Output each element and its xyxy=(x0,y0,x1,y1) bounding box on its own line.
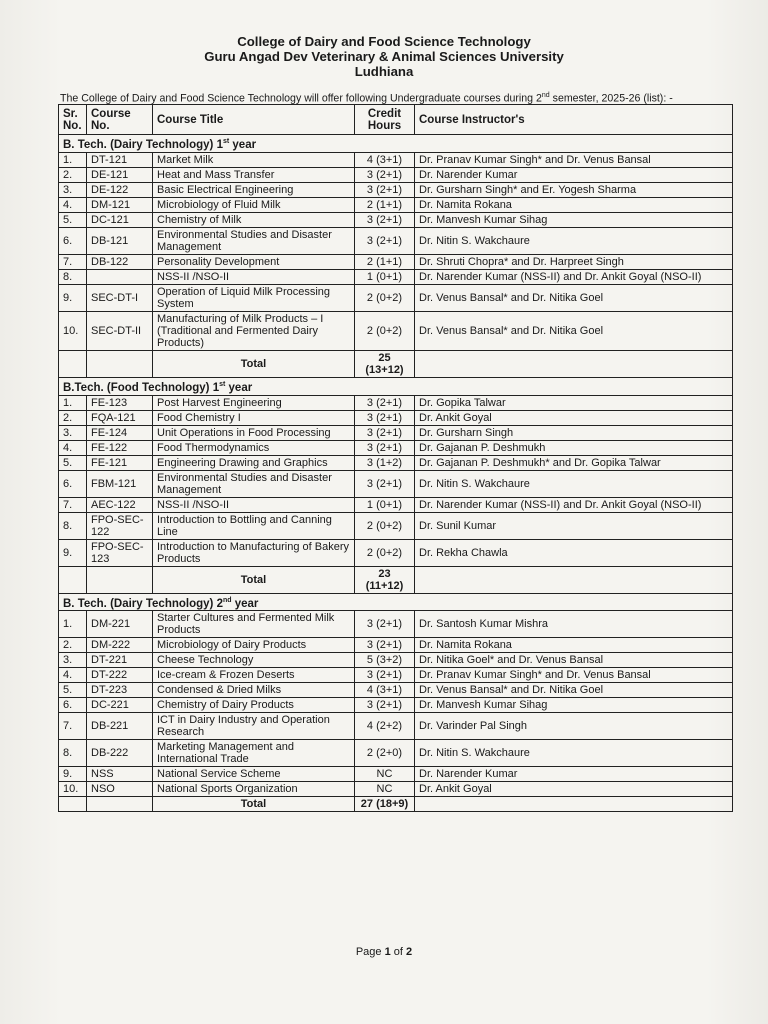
section-title-sup: st xyxy=(222,138,230,145)
row-instructor: Dr. Venus Bansal* and Dr. Nitika Goel xyxy=(415,311,733,350)
row-course-no: DC-121 xyxy=(87,212,153,227)
row-course-title: National Sports Organization xyxy=(153,782,355,797)
row-credit-hours: NC xyxy=(355,782,415,797)
row-course-no: DB-222 xyxy=(87,740,153,767)
table-row xyxy=(59,227,733,254)
section-title xyxy=(59,135,733,153)
table-row xyxy=(59,740,733,767)
total-label: Total xyxy=(153,566,355,593)
row-instructor: Dr. Ankit Goyal xyxy=(415,782,733,797)
row-sr-no: 6. xyxy=(59,227,87,254)
row-credit-hours: 3 (2+1) xyxy=(355,611,415,638)
row-course-title: Heat and Mass Transfer xyxy=(153,167,355,182)
row-course-no: FE-122 xyxy=(87,440,153,455)
table-row xyxy=(59,497,733,512)
total-credit-value: 25 (13+12) xyxy=(355,350,415,377)
total-blank xyxy=(87,350,153,377)
table-body xyxy=(59,135,733,812)
row-course-no: NSS xyxy=(87,767,153,782)
row-credit-hours: 3 (2+1) xyxy=(355,425,415,440)
row-instructor: Dr. Narender Kumar (NSS-II) and Dr. Ankit Goyal (NSO-II) xyxy=(415,269,733,284)
section-header-row xyxy=(59,135,733,153)
row-course-no: DM-221 xyxy=(87,611,153,638)
row-sr-no: 9. xyxy=(59,284,87,311)
total-row xyxy=(59,566,733,593)
row-course-title: NSS-II /NSO-II xyxy=(153,497,355,512)
row-credit-hours: 4 (3+1) xyxy=(355,152,415,167)
row-course-title: Food Thermodynamics xyxy=(153,440,355,455)
table-row xyxy=(59,152,733,167)
row-credit-hours: 2 (2+0) xyxy=(355,740,415,767)
row-course-title: Introduction to Manufacturing of Bakery Products xyxy=(153,539,355,566)
section-title xyxy=(59,593,733,611)
table-row xyxy=(59,284,733,311)
row-credit-hours: 3 (2+1) xyxy=(355,638,415,653)
row-credit-hours: 3 (2+1) xyxy=(355,668,415,683)
row-instructor: Dr. Nitika Goel* and Dr. Venus Bansal xyxy=(415,653,733,668)
table-row xyxy=(59,395,733,410)
row-credit-hours: 1 (0+1) xyxy=(355,497,415,512)
page-label: Page xyxy=(355,946,385,958)
total-blank xyxy=(415,566,733,593)
row-course-no: DB-122 xyxy=(87,254,153,269)
row-sr-no: 10. xyxy=(59,311,87,350)
row-course-title: Microbiology of Fluid Milk xyxy=(153,197,355,212)
row-credit-hours: 4 (3+1) xyxy=(355,683,415,698)
total-credit-value: 27 (18+9) xyxy=(355,797,415,812)
row-course-no: FBM-121 xyxy=(87,470,153,497)
row-sr-no: 3. xyxy=(59,425,87,440)
row-sr-no: 2. xyxy=(59,167,87,182)
total-blank xyxy=(87,566,153,593)
row-course-title: Basic Electrical Engineering xyxy=(153,182,355,197)
row-course-title: Chemistry of Dairy Products xyxy=(153,698,355,713)
row-course-no: DB-221 xyxy=(87,713,153,740)
intro-text-main: The College of Dairy and Food Science Technology will offer following Undergraduate courses during 2 xyxy=(60,92,542,105)
table-row xyxy=(59,683,733,698)
row-course-no: DE-121 xyxy=(87,167,153,182)
row-sr-no: 5. xyxy=(59,455,87,470)
university-name: Guru Angad Dev Veterinary & Animal Sciences University xyxy=(204,49,564,64)
row-sr-no: 2. xyxy=(59,638,87,653)
row-course-no: DT-222 xyxy=(87,668,153,683)
row-sr-no: 9. xyxy=(59,767,87,782)
row-instructor: Dr. Nitin S. Wakchaure xyxy=(415,470,733,497)
row-instructor: Dr. Namita Rokana xyxy=(415,638,733,653)
row-credit-hours: 5 (3+2) xyxy=(355,653,415,668)
table-row xyxy=(59,167,733,182)
row-sr-no: 1. xyxy=(59,152,87,167)
row-instructor: Dr. Santosh Kumar Mishra xyxy=(415,611,733,638)
table-row xyxy=(59,713,733,740)
row-sr-no: 4. xyxy=(59,197,87,212)
row-credit-hours: 3 (2+1) xyxy=(355,167,415,182)
row-instructor: Dr. Nitin S. Wakchaure xyxy=(415,227,733,254)
table-row xyxy=(59,254,733,269)
row-sr-no: 9. xyxy=(59,539,87,566)
row-instructor: Dr. Narender Kumar (NSS-II) and Dr. Ankit Goyal (NSO-II) xyxy=(415,497,733,512)
row-course-no: DT-221 xyxy=(87,653,153,668)
table-row xyxy=(59,212,733,227)
table-row xyxy=(59,512,733,539)
row-instructor: Dr. Rekha Chawla xyxy=(415,539,733,566)
header-sr-no: Sr. No. xyxy=(59,105,87,135)
total-blank xyxy=(59,350,87,377)
row-instructor: Dr. Gursharn Singh* and Er. Yogesh Sharma xyxy=(415,182,733,197)
total-row xyxy=(59,350,733,377)
row-course-title: Post Harvest Engineering xyxy=(153,395,355,410)
row-sr-no: 8. xyxy=(59,740,87,767)
row-sr-no: 7. xyxy=(59,713,87,740)
college-name: College of Dairy and Food Science Technology xyxy=(237,34,531,49)
row-course-title: ICT in Dairy Industry and Operation Research xyxy=(153,713,355,740)
section-title-sup: nd xyxy=(222,596,232,604)
row-sr-no: 8. xyxy=(59,512,87,539)
section-header-row xyxy=(59,593,733,611)
row-sr-no: 3. xyxy=(59,653,87,668)
table-row xyxy=(59,782,733,797)
total-blank xyxy=(59,566,87,593)
row-sr-no: 2. xyxy=(59,410,87,425)
table-row xyxy=(59,455,733,470)
row-course-title: Unit Operations in Food Processing xyxy=(153,425,355,440)
row-instructor: Dr. Gopika Talwar xyxy=(415,395,733,410)
row-instructor: Dr. Manvesh Kumar Sihag xyxy=(415,212,733,227)
row-instructor: Dr. Varinder Pal Singh xyxy=(415,713,733,740)
row-course-no: FE-124 xyxy=(87,425,153,440)
row-instructor: Dr. Ankit Goyal xyxy=(415,410,733,425)
row-sr-no: 6. xyxy=(59,698,87,713)
table-row xyxy=(59,767,733,782)
row-instructor: Dr. Sunil Kumar xyxy=(415,512,733,539)
page-footer xyxy=(0,946,768,958)
row-credit-hours: 2 (0+2) xyxy=(355,284,415,311)
header-course-title: Course Title xyxy=(153,105,355,135)
row-course-title: Condensed & Dried Milks xyxy=(153,683,355,698)
row-sr-no: 5. xyxy=(59,683,87,698)
row-instructor: Dr. Narender Kumar xyxy=(415,167,733,182)
section-title-suffix: year xyxy=(225,381,253,394)
row-sr-no: 4. xyxy=(59,440,87,455)
table-row xyxy=(59,668,733,683)
row-instructor: Dr. Manvesh Kumar Sihag xyxy=(415,698,733,713)
total-blank xyxy=(87,797,153,812)
row-course-title: Personality Development xyxy=(153,254,355,269)
table-row xyxy=(59,611,733,638)
section-title-sup: st xyxy=(219,380,226,388)
section-title-suffix: year xyxy=(231,597,259,610)
row-instructor: Dr. Narender Kumar xyxy=(415,767,733,782)
row-course-no: DB-121 xyxy=(87,227,153,254)
table-row xyxy=(59,539,733,566)
row-sr-no: 10. xyxy=(59,782,87,797)
header-credit-hours: Credit Hours xyxy=(355,105,415,135)
total-label: Total xyxy=(153,797,355,812)
row-course-title: Marketing Management and International Trade xyxy=(153,740,355,767)
row-credit-hours: 1 (0+1) xyxy=(355,269,415,284)
table-row xyxy=(59,182,733,197)
row-credit-hours: 2 (0+2) xyxy=(355,311,415,350)
row-sr-no: 7. xyxy=(59,254,87,269)
row-instructor: Dr. Venus Bansal* and Dr. Nitika Goel xyxy=(415,683,733,698)
row-course-no: FPO-SEC-123 xyxy=(87,539,153,566)
intro-text-sup: nd xyxy=(541,92,550,99)
row-course-title: NSS-II /NSO-II xyxy=(153,269,355,284)
row-course-title: Environmental Studies and Disaster Management xyxy=(153,227,355,254)
row-instructor: Dr. Gajanan P. Deshmukh xyxy=(415,440,733,455)
row-course-no: SEC-DT-I xyxy=(87,284,153,311)
row-credit-hours: NC xyxy=(355,767,415,782)
row-course-title: Introduction to Bottling and Canning Line xyxy=(153,512,355,539)
section-title-text: B. Tech. (Dairy Technology) 2 xyxy=(63,597,223,610)
table-row xyxy=(59,470,733,497)
row-instructor: Dr. Gursharn Singh xyxy=(415,425,733,440)
row-course-title: Operation of Liquid Milk Processing System xyxy=(153,284,355,311)
intro-text xyxy=(60,92,760,105)
total-blank xyxy=(415,797,733,812)
row-course-no: DC-221 xyxy=(87,698,153,713)
row-course-title: Starter Cultures and Fermented Milk Products xyxy=(153,611,355,638)
row-credit-hours: 3 (2+1) xyxy=(355,227,415,254)
row-instructor: Dr. Pranav Kumar Singh* and Dr. Venus Bansal xyxy=(415,152,733,167)
row-credit-hours: 3 (2+1) xyxy=(355,212,415,227)
row-course-no: NSO xyxy=(87,782,153,797)
row-course-title: Market Milk xyxy=(153,152,355,167)
row-sr-no: 7. xyxy=(59,497,87,512)
page-of-label: of xyxy=(390,946,407,958)
row-course-title: Manufacturing of Milk Products – I (Traditional and Fermented Dairy Products) xyxy=(153,311,355,350)
row-course-title: National Service Scheme xyxy=(153,767,355,782)
row-course-no: FPO-SEC-122 xyxy=(87,512,153,539)
section-title-text: B.Tech. (Food Technology) 1 xyxy=(63,381,220,394)
row-course-no: FE-123 xyxy=(87,395,153,410)
row-course-no: DT-121 xyxy=(87,152,153,167)
row-sr-no: 3. xyxy=(59,182,87,197)
row-course-title: Chemistry of Milk xyxy=(153,212,355,227)
row-course-title: Environmental Studies and Disaster Management xyxy=(153,470,355,497)
row-course-no: FE-121 xyxy=(87,455,153,470)
document-header xyxy=(0,34,768,79)
table-row xyxy=(59,197,733,212)
row-sr-no: 8. xyxy=(59,269,87,284)
row-course-no: AEC-122 xyxy=(87,497,153,512)
total-credit-value: 23 (11+12) xyxy=(355,566,415,593)
row-sr-no: 1. xyxy=(59,611,87,638)
table-row xyxy=(59,410,733,425)
header-course-no: Course No. xyxy=(87,105,153,135)
row-course-no xyxy=(87,269,153,284)
total-blank xyxy=(415,350,733,377)
table-row xyxy=(59,425,733,440)
table-row xyxy=(59,698,733,713)
row-credit-hours: 3 (2+1) xyxy=(355,410,415,425)
row-course-no: FQA-121 xyxy=(87,410,153,425)
row-credit-hours: 2 (0+2) xyxy=(355,512,415,539)
course-table xyxy=(58,104,733,812)
page-total: 2 xyxy=(406,946,413,958)
row-course-no: SEC-DT-II xyxy=(87,311,153,350)
row-course-no: DM-121 xyxy=(87,197,153,212)
table-row xyxy=(59,311,733,350)
header-instructor: Course Instructor's xyxy=(415,105,733,135)
row-credit-hours: 2 (1+1) xyxy=(355,197,415,212)
row-credit-hours: 3 (2+1) xyxy=(355,440,415,455)
city-name: Ludhiana xyxy=(354,64,414,79)
row-credit-hours: 3 (2+1) xyxy=(355,698,415,713)
row-instructor: Dr. Nitin S. Wakchaure xyxy=(415,740,733,767)
row-course-title: Food Chemistry I xyxy=(153,410,355,425)
row-credit-hours: 2 (1+1) xyxy=(355,254,415,269)
row-instructor: Dr. Namita Rokana xyxy=(415,197,733,212)
row-sr-no: 5. xyxy=(59,212,87,227)
table-row xyxy=(59,653,733,668)
total-label: Total xyxy=(153,350,355,377)
row-instructor: Dr. Shruti Chopra* and Dr. Harpreet Singh xyxy=(415,254,733,269)
row-course-no: DE-122 xyxy=(87,182,153,197)
row-credit-hours: 3 (1+2) xyxy=(355,455,415,470)
row-instructor: Dr. Venus Bansal* and Dr. Nitika Goel xyxy=(415,284,733,311)
row-sr-no: 6. xyxy=(59,470,87,497)
section-title xyxy=(59,377,733,395)
section-header-row xyxy=(59,377,733,395)
intro-text-end: semester, 2025-26 (list): - xyxy=(549,92,673,105)
row-instructor: Dr. Gajanan P. Deshmukh* and Dr. Gopika Talwar xyxy=(415,455,733,470)
table-row xyxy=(59,638,733,653)
table-row xyxy=(59,440,733,455)
total-blank xyxy=(59,797,87,812)
row-instructor: Dr. Pranav Kumar Singh* and Dr. Venus Bansal xyxy=(415,668,733,683)
row-credit-hours: 3 (2+1) xyxy=(355,395,415,410)
page-number: 1 xyxy=(384,946,391,958)
section-title-suffix: year xyxy=(229,138,257,151)
row-course-title: Ice-cream & Frozen Deserts xyxy=(153,668,355,683)
total-row xyxy=(59,797,733,812)
row-course-no: DM-222 xyxy=(87,638,153,653)
row-sr-no: 1. xyxy=(59,395,87,410)
row-course-title: Cheese Technology xyxy=(153,653,355,668)
row-credit-hours: 4 (2+2) xyxy=(355,713,415,740)
table-header-row xyxy=(59,105,733,135)
table-row xyxy=(59,269,733,284)
row-credit-hours: 2 (0+2) xyxy=(355,539,415,566)
row-credit-hours: 3 (2+1) xyxy=(355,470,415,497)
section-title-text: B. Tech. (Dairy Technology) 1 xyxy=(63,138,223,151)
row-course-no: DT-223 xyxy=(87,683,153,698)
row-credit-hours: 3 (2+1) xyxy=(355,182,415,197)
row-sr-no: 4. xyxy=(59,668,87,683)
row-course-title: Microbiology of Dairy Products xyxy=(153,638,355,653)
row-course-title: Engineering Drawing and Graphics xyxy=(153,455,355,470)
